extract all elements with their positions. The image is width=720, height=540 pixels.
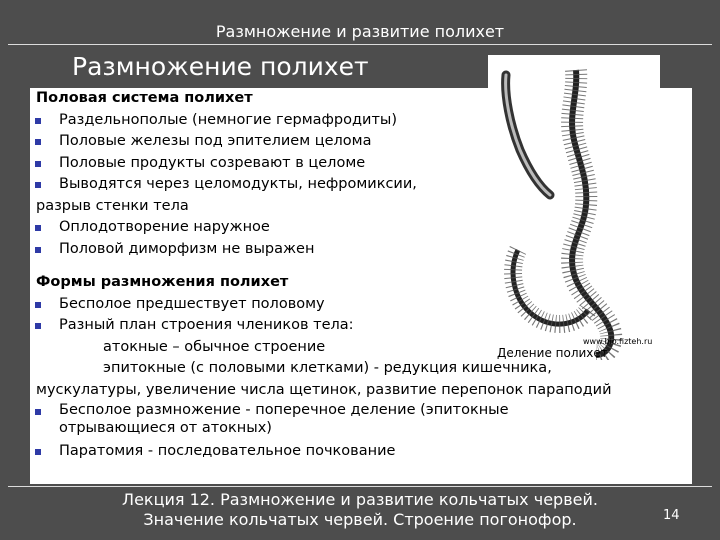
content-area bbox=[30, 88, 692, 484]
bullet-icon bbox=[35, 409, 41, 415]
worm-drawing bbox=[488, 55, 660, 360]
list-item: Бесполое размножение - поперечное деление (эпитокные отрывающиеся от атокных) bbox=[30, 401, 612, 441]
image-caption: Деление полихет bbox=[497, 346, 608, 360]
list-continuation: разрыв стенки тела bbox=[36, 197, 189, 214]
list-item: Разный план строения члеников тела: bbox=[30, 315, 612, 337]
bullet-icon bbox=[35, 302, 41, 308]
footer-line2: Значение кольчатых червей. Строение погонофор. bbox=[143, 510, 577, 529]
header-divider bbox=[8, 44, 712, 45]
bullet-icon bbox=[35, 323, 41, 329]
list-item: Оплодотворение наружное bbox=[30, 217, 612, 239]
section1-heading: Половая система полихет bbox=[36, 90, 253, 106]
bullet-icon bbox=[35, 449, 41, 455]
page-number: 14 bbox=[663, 508, 680, 523]
bullet-icon bbox=[35, 161, 41, 167]
list-item: Половые железы под эпителием целома bbox=[30, 131, 612, 153]
footer bbox=[100, 490, 620, 530]
sub-item: атокные – обычное строение bbox=[103, 338, 326, 355]
footer-divider bbox=[8, 486, 712, 487]
bullet-icon bbox=[35, 225, 41, 231]
sub-item: эпитокные (с половыми клетками) - редукция кишечника, bbox=[103, 360, 552, 376]
polychaete-division-image bbox=[488, 55, 660, 360]
header-bar bbox=[0, 0, 720, 44]
list-item: Бесполое предшествует половому bbox=[30, 294, 612, 316]
list-item: Выводятся через целомодукты, нефромиксии, bbox=[30, 174, 612, 196]
header-title: Размножение и развитие полихет bbox=[215, 22, 505, 41]
section2-heading: Формы размножения полихет bbox=[36, 274, 289, 290]
bullet-icon bbox=[35, 118, 41, 124]
bullet-icon bbox=[35, 247, 41, 253]
list-item: Раздельнополые (немногие гермафродиты) bbox=[30, 110, 612, 132]
bullet-icon bbox=[35, 182, 41, 188]
list-item: Паратомия - последовательное почкование bbox=[30, 441, 612, 463]
list-item: Половые продукты созревают в целоме bbox=[30, 153, 612, 175]
image-credit: www.bio.fizteh.ru bbox=[583, 337, 653, 346]
bullet-icon bbox=[35, 139, 41, 145]
list-item: Половой диморфизм не выражен bbox=[30, 239, 612, 261]
slide-title: Размножение полихет bbox=[72, 52, 369, 81]
list-continuation: мускулатуры, увеличение числа щетинок, развитие перепонок параподий bbox=[36, 381, 612, 398]
footer-line1: Лекция 12. Размножение и развитие кольчатых червей. bbox=[122, 490, 598, 509]
